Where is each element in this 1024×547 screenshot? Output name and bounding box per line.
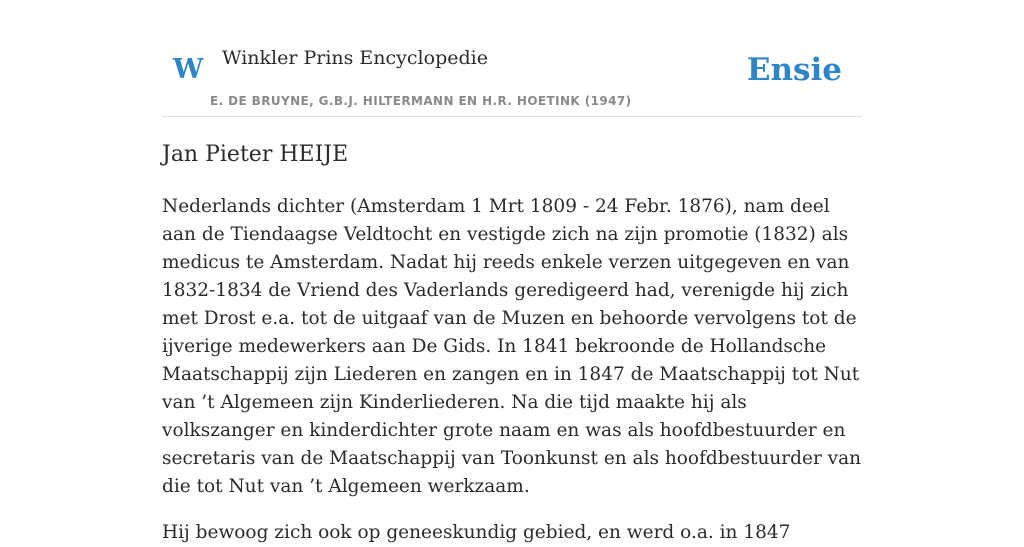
source-title[interactable]: Winkler Prins Encyclopedie [222,47,488,69]
ensie-logo-link[interactable]: Ensie [746,52,842,88]
source-header [162,0,862,117]
winkler-prins-logo[interactable]: W [173,54,204,85]
source-authors: E. DE BRUYNE, G.B.J. HILTERMANN EN H.R. HOETINK (1947) [210,94,632,108]
article-paragraph: Nederlands dichter (Amsterdam 1 Mrt 1809 - 24 Febr. 1876), nam deel aan de Tiendaagse Veldtocht en vestigde zich na zijn promotie (1832) als medicus te Amsterdam. Nadat hij reeds enkele verzen uitgegeven en van 1832-1834 de Vriend des Vaderlands geredigeerd had, verenigde hij zich met Drost e.a. tot de uitgaaf van de Muzen en behoorde vervolgens tot de ijverige medewerkers aan De Gids. In 1841 bekroonde de Hollandsche Maatschappij zijn Liederen en zangen en in 1847 de Maatschappij tot Nut van ’t Algemeen zijn Kinderliederen. Na die tijd maakte hij als volkszanger en kinderdichter grote naam en was als hoofdbestuurder en secretaris van de Maatschappij van Toonkunst en als hoofdbestuurder van die tot Nut van ’t Algemeen werkzaam. [162,196,862,497]
article-title: Jan Pieter HEIJE [162,142,349,167]
article-paragraph: Hij bewoog zich ook op geneeskundig gebied, en werd o.a. in 1847 [162,522,791,543]
article [162,138,862,547]
